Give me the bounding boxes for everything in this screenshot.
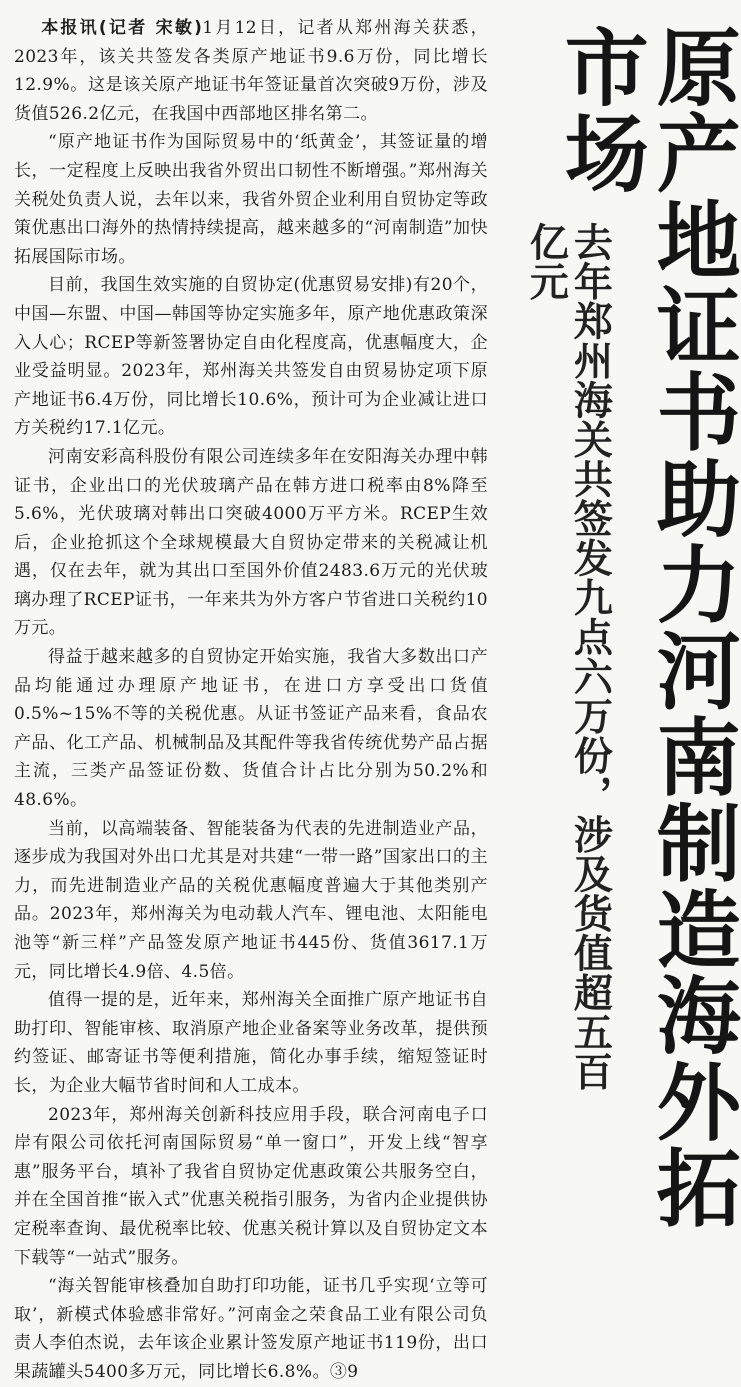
body-paragraph: “原产地证书作为国际贸易中的‘纸黄金’，其签证量的增长，一定程度上反映出我省外贸出口韧性不断增强。”郑州海关关税处负责人说，去年以来，我省外贸企业利用自贸协定等政策优惠出口海外的热情持续提高，越来越多的“河南制造”加快拓展国际市场。 [14,132,488,267]
byline: 本报讯(记者 宋敏) [41,18,203,38]
article-body [14,14,488,1387]
body-paragraph: 当前，以高端装备、智能装备为代表的先进制造业产品，逐步成为我国对外出口尤其是对共建“一带一路”国家出口的主力，而先进制造业产品的关税优惠幅度普遍大于其他类别产品。2023年，郑州海关为电动载人汽车、锂电池、太阳能电池等“新三样”产品签发原产地证书445份、货值3617.1万元，同比增长4.9倍、4.5倍。 [14,818,488,982]
body-paragraph: 2023年，郑州海关创新科技应用手段，联合河南电子口岸有限公司依托河南国际贸易“单一窗口”，开发上线“智享惠”服务平台，填补了我省自贸协定优惠政策公共服务空白，并在全国首推“嵌入式”优惠关税指引服务，为省内企业提供协定税率查询、最优税率比较、优惠关税计算以及自贸协定文本下载等“一站式”服务。 [14,1104,488,1268]
subheadline: 去年郑州海关共签发九点六万份，涉及货值超五百亿元 [523,222,613,1091]
headline: 原产地证书助力河南制造海外拓市场 [551,24,741,1231]
paragraph-text: 1月12日，记者从郑州海关获悉，2023年，该关共签发各类原产地证书9.6万份，同比增长12.9%。这是该关原产地证书年签证量首次突破9万份，涉及货值526.2亿元，在我国中西部地区排名第二。 [14,18,488,124]
body-paragraph: “海关智能审核叠加自助打印功能，证书几乎实现‘立等可取’，新模式体验感非常好。”河南金之荣食品工业有限公司负责人李伯杰说，去年该企业累计签发原产地证书119份，出口果蔬罐头5400多万元，同比增长6.8%。③9 [14,1276,488,1382]
body-paragraph: 目前，我国生效实施的自贸协定(优惠贸易安排)有20个，中国—东盟、中国—韩国等协定实施多年，原产地优惠政策深入人心；RCEP等新签署协定自由化程度高，优惠幅度大，企业受益明显。2023年，郑州海关共签发自由贸易协定项下原产地证书6.4万份，同比增长10.6%，预计可为企业减让进口方关税约17.1亿元。 [14,275,488,439]
body-paragraph: 得益于越来越多的自贸协定开始实施，我省大多数出口产品均能通过办理原产地证书，在进口方享受出口货值0.5%~15%不等的关税优惠。从证书签证产品来看，食品农产品、化工产品、机械制品及其配件等我省传统优势产品占据主流，三类产品签证份数、货值合计占比分别为50.2%和48.6%。 [14,647,488,811]
body-paragraph [14,14,488,128]
body-paragraph: 河南安彩高科股份有限公司连续多年在安阳海关办理中韩证书，企业出口的光伏玻璃产品在韩方进口税率由8%降至5.6%，光伏玻璃对韩出口突破4000万平方米。RCEP生效后，企业抢抓这个全球规模最大自贸协定带来的关税减让机遇，仅在去年，就为其出口至国外价值2483.6万元的光伏玻璃办理了RCEP证书，一年来共为外方客户节省进口关税约10万元。 [14,446,488,639]
body-paragraph: 值得一提的是，近年来，郑州海关全面推广原产地证书自助打印、智能审核、取消原产地企业备案等业务改革，提供预约签证、邮寄证书等便利措施，简化办事手续，缩短签证时长，为企业大幅节省时间和人工成本。 [14,990,488,1096]
